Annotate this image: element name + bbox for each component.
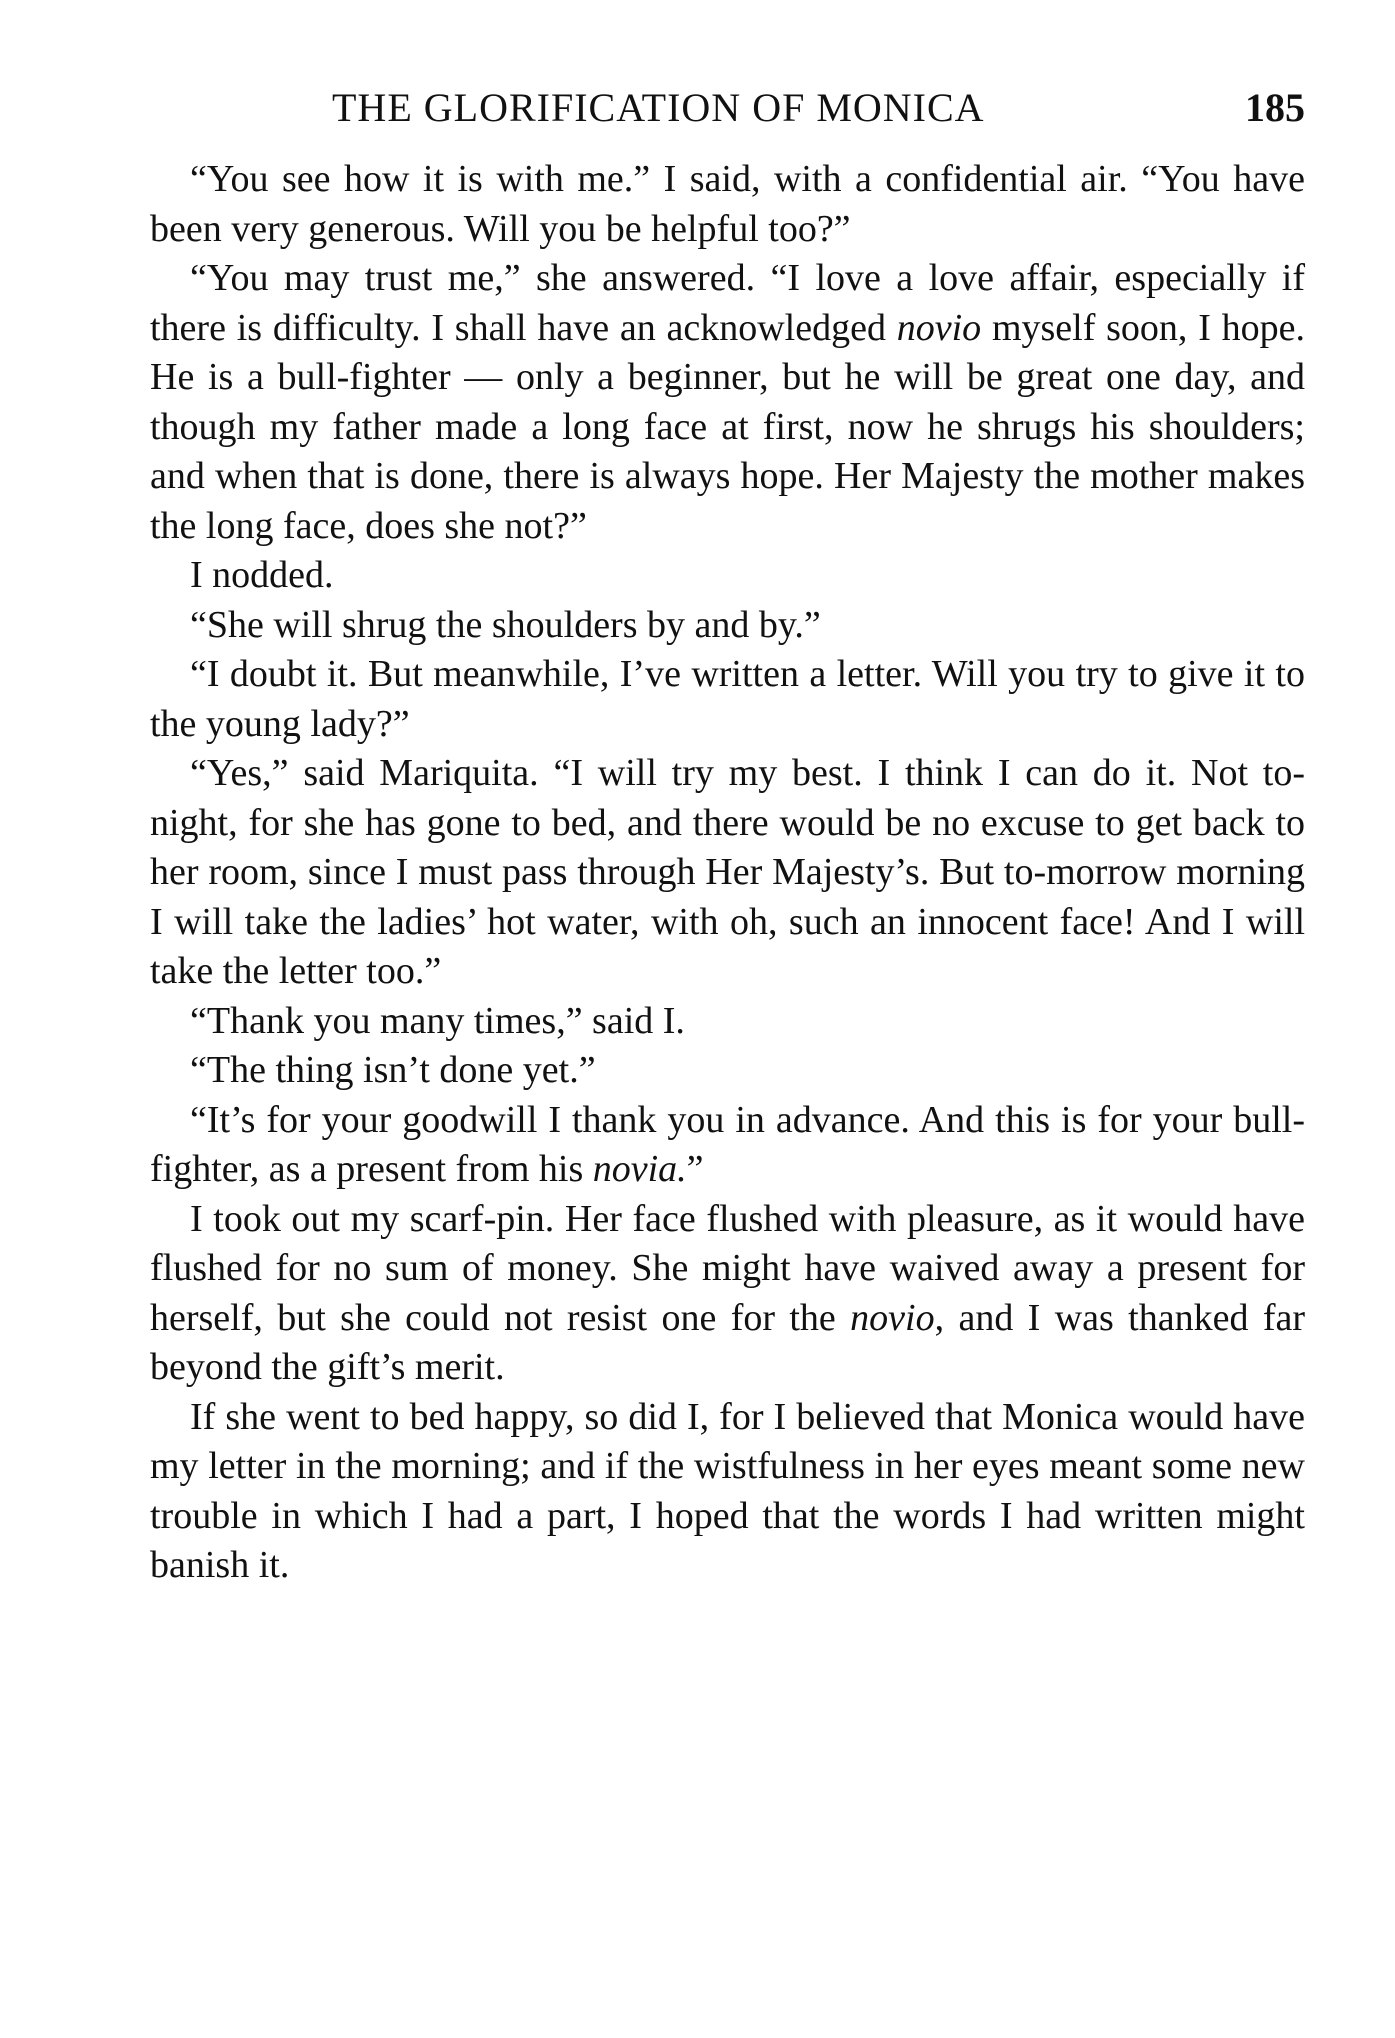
italic-word: novio — [896, 306, 982, 349]
paragraph — [150, 254, 1305, 551]
paragraph — [150, 1195, 1305, 1393]
paragraph — [150, 551, 1305, 601]
italic-word: novia. — [592, 1148, 687, 1190]
text-run: “She will shrug the shoulders by and by.” — [190, 603, 821, 646]
paragraph — [150, 1393, 1305, 1591]
text-run: “You may trust me,” she answered. “I love a love affair, especially if there is difficulty. I shall have an acknowledged — [150, 257, 1305, 349]
text-run: I nodded. — [190, 554, 334, 596]
running-title: THE GLORIFICATION OF MONICA — [332, 85, 985, 130]
text-run: “The thing isn’t done yet.” — [190, 1049, 596, 1091]
page-number: 185 — [1245, 85, 1305, 130]
text-run: myself soon, I hope. He is a bull-fighter — only a beginner, but he will be great one day, and though my father made a long face at first, now he shrugs his shoulders; and when that is done, there is always hope. Her Majesty the mother makes the long face, does she not?” — [150, 306, 1306, 547]
text-run: “Yes,” said Mariquita. “I will try my best. I think I can do it. Not to-night, for she has gone to bed, and there would be no excuse to get back to her room, since I must pass through Her Majesty’s. But to-morrow morning I will take the ladies’ hot water, with oh, such an innocent face! And I will take the letter too.” — [150, 752, 1305, 992]
paragraph — [150, 650, 1305, 749]
paragraph — [150, 601, 1305, 651]
text-run: “You see how it is with me.” I said, with a confidential air. “You have been very generous. Will you be helpful too?” — [150, 158, 1305, 250]
paragraph — [150, 1046, 1305, 1096]
text-run: ” — [686, 1148, 704, 1190]
paragraph — [150, 1096, 1305, 1195]
paragraph — [150, 749, 1305, 997]
text-run: “Thank you many times,” said I. — [190, 999, 685, 1042]
page-header — [150, 84, 1305, 134]
body-text — [150, 155, 1305, 1591]
text-run: , and I was thanked far beyond the gift’s merit. — [150, 1296, 1305, 1388]
text-run: “It’s for your goodwill I thank you in advance. And this is for your bull-fighter, as a present from his — [150, 1098, 1305, 1190]
italic-word: novio — [850, 1296, 935, 1339]
text-run: If she went to bed happy, so did I, for I believed that Monica would have my letter in the morning; and if the wistfulness in her eyes meant some new trouble in which I had a part, I hoped that the words I had written might banish it. — [150, 1395, 1305, 1586]
paragraph — [150, 155, 1305, 254]
text-run: “I doubt it. But meanwhile, I’ve written a letter. Will you try to give it to the young lady?” — [150, 653, 1305, 745]
paragraph — [150, 997, 1305, 1047]
text-run: I took out my scarf-pin. Her face flushed with pleasure, as it would have flushed for no sum of money. She might have waived away a present for herself, but she could not resist one for the — [150, 1197, 1305, 1339]
